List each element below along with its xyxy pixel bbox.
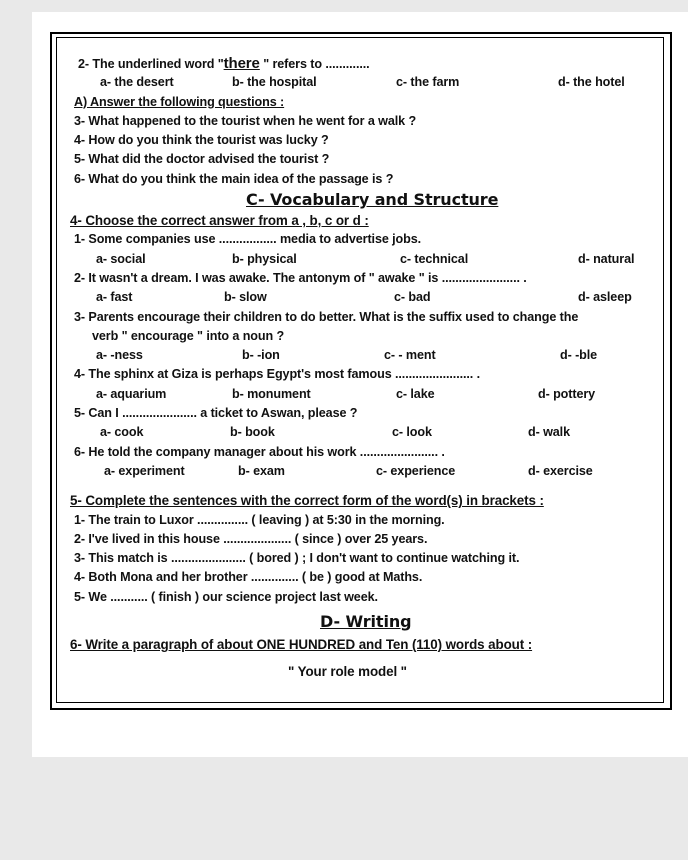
options-row [74, 288, 664, 307]
question-text-suffix: " refers to ............. [263, 57, 370, 71]
choose-answer-heading: 4- Choose the correct answer from a , b, c or d : [70, 213, 369, 229]
question-line: 3- What happened to the tourist when he went for a walk ? [74, 113, 417, 128]
option-d: d- natural [578, 251, 635, 266]
option-d: d- -ble [560, 348, 598, 363]
sentence-line: 5- We ........... ( finish ) our science project last week. [74, 589, 378, 604]
options-row [74, 423, 664, 442]
options-row [74, 250, 664, 269]
options-row [74, 462, 664, 481]
complete-sentences-heading: 5- Complete the sentences with the correct form of the word(s) in brackets : [70, 493, 544, 509]
option-a: a- cook [100, 425, 144, 440]
option-c: c- technical [400, 251, 469, 266]
option-b: b- exam [238, 463, 285, 478]
section-d-title: D- Writing [320, 612, 412, 632]
mcq-question: 1- Some companies use ................. media to advertise jobs. [74, 232, 422, 247]
section-c-title-row [74, 189, 664, 211]
option-c: c- look [392, 425, 432, 440]
answer-questions-heading: A) Answer the following questions : [74, 94, 285, 109]
section-d-title-row [74, 607, 664, 633]
option-d: d- the hotel [558, 75, 625, 90]
option-c: c- lake [396, 386, 435, 401]
options-row [74, 385, 664, 404]
option-d: d- walk [528, 425, 570, 440]
option-b: b- book [230, 425, 275, 440]
option-a: a- experiment [104, 463, 185, 478]
option-b: b- -ion [242, 348, 280, 363]
sentence-line: 3- This match is ...................... ( bored ) ; I don't want to continue watching it. [74, 551, 520, 566]
writing-topic: " Your role model " [288, 664, 407, 680]
mcq-question-continued: verb " encourage " into a noun ? [92, 328, 285, 343]
option-d: d- asleep [578, 290, 632, 305]
option-c: c- experience [376, 463, 456, 478]
mcq-question: 5- Can I ...................... a ticket to Aswan, please ? [74, 406, 358, 421]
options-row [74, 73, 664, 92]
option-b: b- physical [232, 251, 297, 266]
option-a: a- the desert [100, 75, 174, 90]
mcq-question: 2- It wasn't a dream. I was awake. The antonym of " awake " is ....................... . [74, 270, 527, 285]
option-c: c- bad [394, 290, 431, 305]
section-c-title: C- Vocabulary and Structure [246, 190, 499, 210]
question-line: 5- What did the doctor advised the tourist ? [74, 152, 330, 167]
sentence-line: 2- I've lived in this house .................... ( since ) over 25 years. [74, 531, 428, 546]
mcq-question: 6- He told the company manager about his work ....................... . [74, 444, 445, 459]
option-a: a- -ness [96, 348, 143, 363]
sentence-line: 4- Both Mona and her brother .............. ( be ) good at Maths. [74, 570, 423, 585]
option-c: c- - ment [384, 348, 436, 363]
underlined-word: there [223, 55, 260, 72]
option-d: d- exercise [528, 463, 593, 478]
sentence-line: 1- The train to Luxor ............... ( leaving ) at 5:30 in the morning. [74, 512, 445, 527]
question-text-prefix: 2- The underlined word " [78, 57, 224, 71]
option-a: a- fast [96, 290, 133, 305]
option-a: a- aquarium [96, 386, 167, 401]
mcq-question: 3- Parents encourage their children to do better. What is the suffix used to change the [74, 309, 579, 324]
option-b: b- monument [232, 386, 311, 401]
option-a: a- social [96, 251, 146, 266]
option-b: b- slow [224, 290, 267, 305]
exam-content [70, 54, 664, 687]
option-d: d- pottery [538, 386, 596, 401]
option-b: b- the hospital [232, 75, 317, 90]
question-line: 4- How do you think the tourist was lucky ? [74, 133, 329, 148]
question-line: 6- What do you think the main idea of the passage is ? [74, 171, 394, 186]
question-underlined-word [78, 54, 664, 73]
options-row [74, 346, 664, 365]
option-c: c- the farm [396, 75, 460, 90]
mcq-question: 4- The sphinx at Giza is perhaps Egypt's most famous ....................... . [74, 367, 480, 382]
writing-task: 6- Write a paragraph of about ONE HUNDRED and Ten (110) words about : [70, 637, 533, 653]
